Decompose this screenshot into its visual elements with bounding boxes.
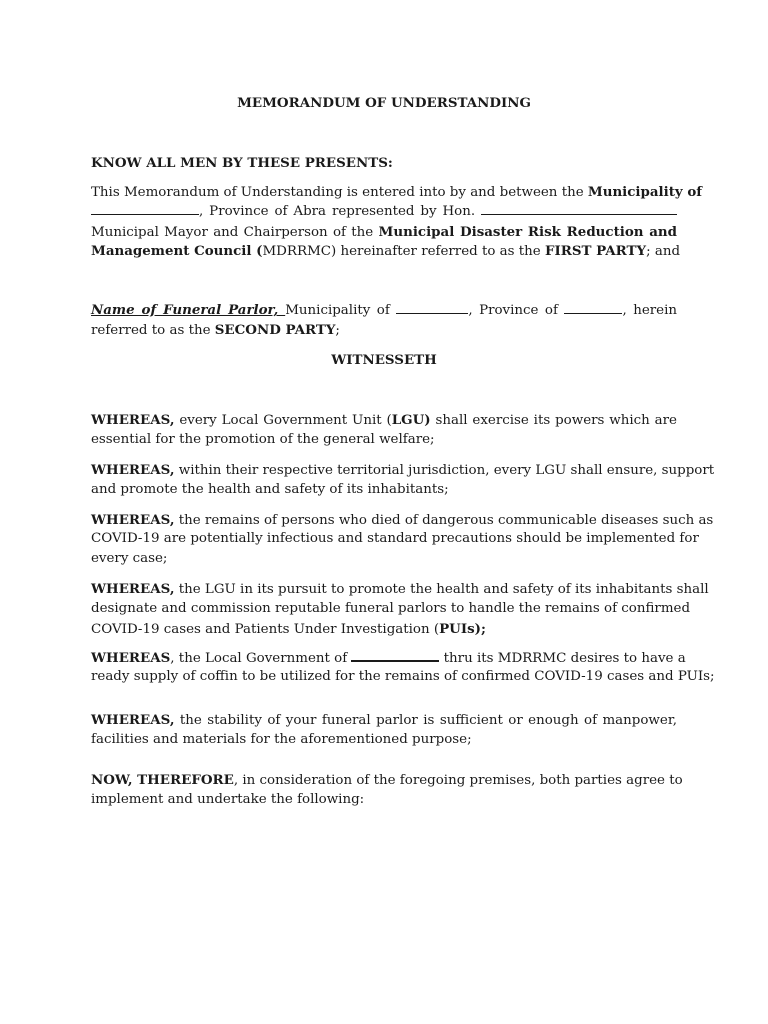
first-party-line-4: Management Council (MDRRMC) hereinafter referred to as the FIRST PARTY; and <box>91 243 681 259</box>
whereas-3-line-2: COVID-19 are potentially infectious and standard precautions should be implemented for <box>91 531 699 546</box>
whereas-5-line-2: ready supply of coffin to be utilized for the remains of confirmed COVID-19 cases and PUIs; <box>91 669 715 684</box>
now-therefore-line-2: implement and undertake the following: <box>91 792 365 807</box>
now-therefore-line-1: NOW, THEREFORE, in consideration of the foregoing premises, both parties agree to <box>91 772 683 788</box>
whereas-2-line-2: and promote the health and safety of its inhabitants; <box>91 482 449 497</box>
local-government-blank <box>351 648 439 662</box>
whereas-4-line-2: designate and commission reputable funeral parlors to handle the remains of confirmed <box>91 601 691 616</box>
whereas-3-line-1: WHEREAS, the remains of persons who died of dangerous communicable diseases such as <box>91 512 714 528</box>
municipality-blank <box>91 202 199 215</box>
first-party-line-2: , Province of Abra represented by Hon. <box>91 202 677 222</box>
first-party-line-1: This Memorandum of Understanding is entered into by and between the Municipality of <box>91 184 703 200</box>
salutation: KNOW ALL MEN BY THESE PRESENTS: <box>91 155 393 171</box>
whereas-1-line-2: essential for the promotion of the general welfare; <box>91 432 435 447</box>
document-title: MEMORANDUM OF UNDERSTANDING <box>237 95 531 111</box>
whereas-6-line-1: WHEREAS, the stability of your funeral parlor is sufficient or enough of manpower, <box>91 712 677 728</box>
whereas-2-line-1: WHEREAS, within their respective territorial jurisdiction, every LGU shall ensure, support <box>91 462 715 478</box>
second-province-blank <box>564 301 622 314</box>
whereas-6-line-2: facilities and materials for the aforementioned purpose; <box>91 732 472 747</box>
whereas-1-line-1: WHEREAS, every Local Government Unit (LGU) shall exercise its powers which are <box>91 412 677 428</box>
whereas-4-line-1: WHEREAS, the LGU in its pursuit to promote the health and safety of its inhabitants shall <box>91 581 709 597</box>
witnesseth-heading: WITNESSETH <box>331 352 437 368</box>
first-party-line-3: Municipal Mayor and Chairperson of the Municipal Disaster Risk Reduction and <box>91 224 677 240</box>
second-municipality-blank <box>396 301 468 314</box>
mayor-name-blank <box>481 202 677 215</box>
second-party-line-1: Name of Funeral Parlor, Municipality of , Province of , herein <box>91 302 677 318</box>
whereas-3-line-3: every case; <box>91 551 168 566</box>
whereas-4-line-3: COVID-19 cases and Patients Under Investigation (PUIs); <box>91 621 486 637</box>
second-party-line-2: referred to as the SECOND PARTY; <box>91 322 340 338</box>
whereas-5-line-1: WHEREAS, the Local Government of thru its MDRRMC desires to have a <box>91 650 686 666</box>
